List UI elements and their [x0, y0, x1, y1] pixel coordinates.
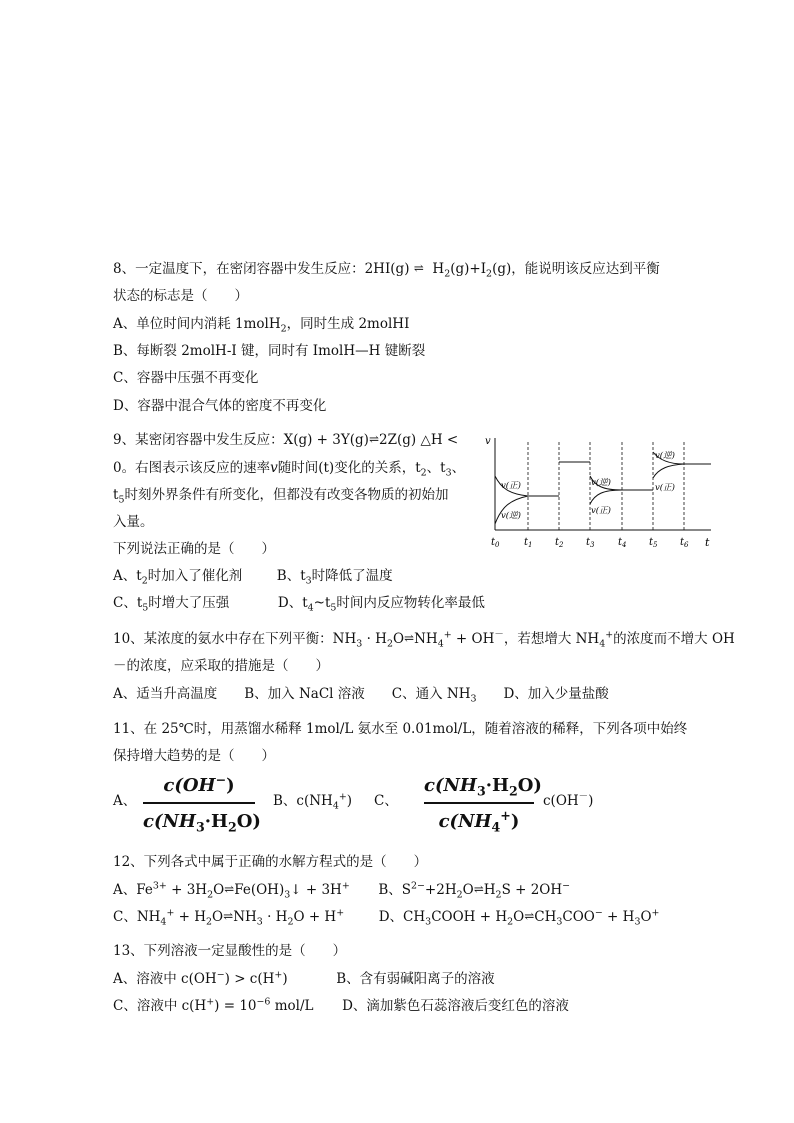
- q11-fraction-a: c(OH−) $c(NH_3\cdot H_2O)$: [143, 772, 261, 835]
- q8-stem-line2: 状态的标志是（ ）: [113, 288, 248, 304]
- q11-option-c-label: C、: [374, 793, 398, 809]
- q9-stem-line5: 下列说法正确的是（ ）: [113, 541, 275, 557]
- q8-option-d: D、容器中混合气体的密度不再变化: [113, 398, 327, 414]
- v-axis-label: v: [485, 436, 491, 447]
- tick-t0: $t_0$: [491, 537, 500, 549]
- label-v-ni-1: v(逆): [501, 511, 521, 521]
- label-v-zheng-3: v(正): [655, 483, 675, 493]
- q10-options: A、适当升高温度 B、加入 NaCl 溶液 C、通入 $NH_3$ D、加入少量盐酸: [113, 686, 609, 705]
- q8-option-a: A、单位时间内消耗 1molH$_2$，同时生成 2molHI: [113, 316, 410, 335]
- equilibrium-arrow-icon: ⇌: [524, 909, 535, 923]
- v-forward-curve-2: [590, 490, 622, 504]
- q9-stem-line4: 入量。: [113, 514, 154, 530]
- label-v-ni-2: v(逆): [591, 478, 611, 488]
- q8-option-b: B、每断裂 2molH-I 键，同时有 ImolH—H 键断裂: [113, 343, 426, 359]
- equilibrium-arrow-icon: ⇌: [368, 432, 380, 446]
- equilibrium-arrow-icon: ⇌: [473, 882, 484, 896]
- q13-options-cd: C、溶液中 $c(H^+) = 10^{-6}$ mol/L D、滴加紫色石蕊溶液后变红色的溶液: [113, 996, 569, 1014]
- q11-stem-line1: 11、在 25℃时，用蒸馏水稀释 1mol/L 氨水至 0.01mol/L，随着溶液的稀释，下列各项中始终: [113, 721, 688, 737]
- label-v-ni-3: v(逆): [655, 451, 675, 461]
- q12-options-cd: C、$NH_4^+$ + $H_2O\rightleftharpoons NH_3 \cdot H_2O + H^+$ D、$CH_3COOH$ + $H_2O\rightleftharpoons CH_3COO^- + H_3O^+$: [113, 907, 660, 928]
- tick-t2: $t_2$: [555, 537, 564, 549]
- tick-t5: $t_5$: [649, 537, 658, 549]
- q11-option-d: c(OH－): [543, 791, 594, 809]
- label-v-zheng-1: v(正): [501, 481, 521, 491]
- q11-fraction-c: $c(NH_3\cdot H_2O)$ $c(NH_4^+)$: [424, 775, 542, 835]
- q8-stem-line1: 8、一定温度下，在密闭容器中发生反应：2HI(g) ⇌ $H_2(g)+I_2(g)$，能说明该反应达到平衡: [113, 261, 660, 280]
- q11-option-a-label: A、: [113, 793, 137, 809]
- t-axis-label: t: [705, 536, 710, 549]
- time-ticks: [491, 537, 689, 549]
- equilibrium-arrow-icon: ⇌: [223, 909, 234, 923]
- q10-stem-line2: －的浓度，应采取的措施是（ ）: [113, 658, 329, 674]
- q13-options-ab: A、溶液中 c(OH−) > c(H+) B、含有弱碱阳离子的溶液: [113, 969, 495, 987]
- q11-option-b: B、$c(NH_4^+)$: [273, 791, 353, 812]
- q9-options-ab: A、$t_2$时加入了催化剂 B、$t_3$时降低了温度: [113, 568, 393, 587]
- q11-stem-line2: 保持增大趋势的是（ ）: [113, 748, 275, 764]
- tick-t6: $t_6$: [680, 537, 689, 549]
- q12-stem: 12、下列各式中属于正确的水解方程式的是（ ）: [113, 854, 428, 870]
- q12-options-ab: A、$Fe^{3+}$ + $3H_2O\rightleftharpoons Fe(OH)_3↓ + 3H^+$ B、$S^{2-}+2H_2O\rightleftharpoons H_2S + 2OH^-$: [113, 880, 571, 901]
- tick-t4: $t_4$: [618, 537, 627, 549]
- tick-t1: $t_1$: [524, 537, 533, 549]
- q13-stem: 13、下列溶液一定显酸性的是（ ）: [113, 943, 347, 959]
- q9-stem-line1: 9、某密闭容器中发生反应：X(g) + 3Y(g)⇌2Z(g) △H <: [113, 432, 459, 448]
- label-v-zheng-2: v(正): [591, 506, 611, 516]
- q9-stem-line2: 0。右图表示该反应的速率v随时间(t)变化的关系，$t_2$、$t_3$、: [113, 460, 466, 479]
- tick-t3: $t_3$: [586, 537, 595, 549]
- equilibrium-arrow-icon: ⇌: [224, 882, 235, 896]
- q9-stem-line3: $t_5$时刻外界条件有所变化，但都没有改变各物质的初始加: [113, 487, 449, 506]
- rate-time-graph: [483, 432, 715, 550]
- v-forward-curve-3: [653, 464, 684, 478]
- q9-options-cd: C、$t_5$时增大了压强 D、$t_4\sim t_5$时间内反应物转化率最低: [113, 595, 485, 614]
- equilibrium-arrow-icon: ⇌: [404, 631, 415, 645]
- equilibrium-arrow-icon: ⇌: [413, 261, 424, 275]
- q10-stem-line1: 10、某浓度的氨水中存在下列平衡：$NH_3$ · $H_2O\rightleftharpoons NH_4^+ + OH^-$，若想增大 $NH_4^+$的浓度而不增大 OH: [113, 629, 735, 650]
- q8-option-c: C、容器中压强不再变化: [113, 370, 259, 386]
